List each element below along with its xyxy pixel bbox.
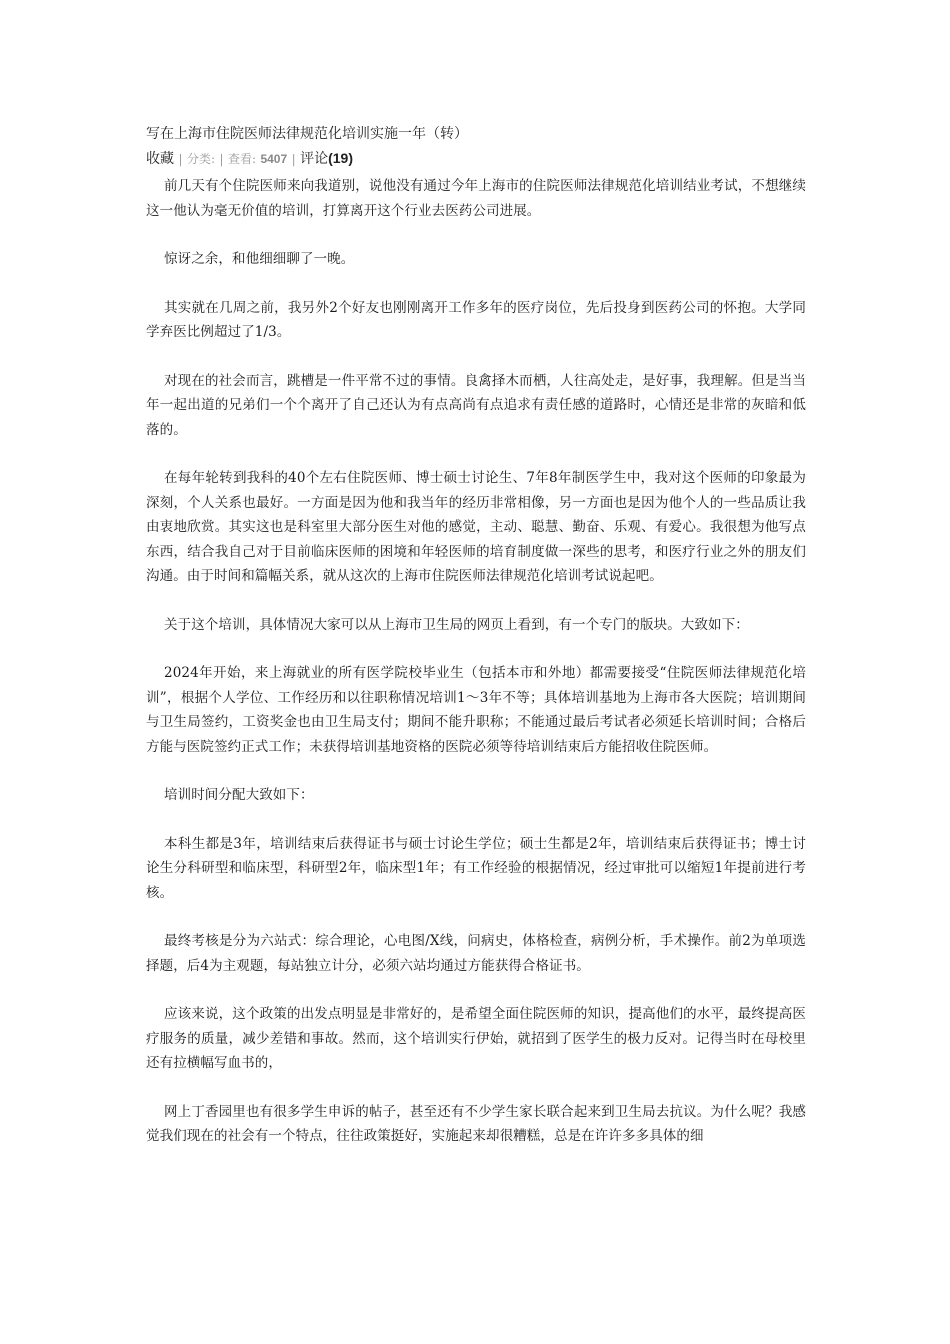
comments-label: 评论 [300,151,329,167]
paragraph: 网上丁香园里也有很多学生申诉的帖子，甚至还有不少学生家长联合起来到卫生局去抗议。为什么呢？我感觉我们现在的社会有一个特点，往往政策挺好，实施起来却很糟糕，总是在许许多多具体的细 [146,1103,806,1144]
paragraph: 2024年开始，来上海就业的所有医学院校毕业生（包括本市和外地）都需要接受“住院医师法律规范化培训”，根据个人学位、工作经历和以往职称情况培训1～3年不等；具体培训基地为上海市各大医院；培训期间与卫生局签约，工资奖金也由卫生局支付；期间不能升职称；不能通过最后考试者必须延长培训时间；合格后方能与医院签约正式工作；未获得培训基地资格的医院必须等待培训结束后方能招收住院医师。 [146,665,806,755]
meta-separator: | [178,152,183,166]
paragraph: 应该来说，这个政策的出发点明显是非常好的，是希望全面住院医师的知识，提高他们的水平，最终提高医疗服务的质量，减少差错和事故。然而，这个培训实行伊始，就招到了医学生的极力反对。记得当时在母校里还有拉横幅写血书的， [146,1006,806,1071]
article-body [146,174,806,1149]
paragraph: 本科生都是3年，培训结束后获得证书与硕士讨论生学位；硕士生都是2年，培训结束后获得证书；博士讨论生分科研型和临床型，科研型2年，临床型1年；有工作经验的根据情况，经过审批可以缩短1年提前进行考核。 [146,835,806,901]
paragraph: 关于这个培训，具体情况大家可以从上海市卫生局的网页上看到，有一个专门的版块。大致如下： [164,616,749,633]
article-title: 写在上海市住院医师法律规范化培训实施一年（转） [146,126,468,142]
paragraph: 在每年轮转到我科的40个左右住院医师、博士硕士讨论生、7年8年制医学生中，我对这个医师的印象最为深刻，个人关系也最好。一方面是因为他和我当年的经历非常相像，另一方面也是因为他个人的一些品质让我由衷地欣赏。其实这也是科室里大部分医生对他的感觉，主动、聪慧、勤奋、乐观、有爱心。我很想为他写点东西，结合我自己对于目前临床医师的困境和年轻医师的培育制度做一深些的思考，和医疗行业之外的朋友们沟通。由于时间和篇幅关系，就从这次的上海市住院医师法律规范化培训考试说起吧。 [146,470,806,584]
paragraph: 其实就在几周之前，我另外2个好友也刚刚离开工作多年的医疗岗位，先后投身到医药公司的怀抱。大学同学弃医比例超过了1/3。 [146,299,806,340]
comments-link[interactable] [300,151,353,167]
paragraph: 最终考核是分为六站式：综合理论，心电图/X线，问病史，体格检查，病例分析，手术操作。前2为单项选择题，后4为主观题，每站独立计分，必须六站均通过方能获得合格证书。 [146,933,806,974]
paragraph: 培训时间分配大致如下： [164,787,314,803]
views-count: 5407 [260,152,288,166]
meta-separator: | [291,152,296,166]
favorite-link[interactable]: 收藏 [146,151,174,167]
paragraph: 前几天有个住院医师来向我道别，说他没有通过今年上海市的住院医师法律规范化培训结业考试，不想继续这一他认为毫无价值的培训，打算离开这个行业去医药公司进展。 [146,178,806,219]
article [146,124,806,1173]
article-meta [146,148,806,169]
paragraph: 惊讶之余，和他细细聊了一晚。 [164,251,355,267]
views-label: 查看: [227,152,256,166]
meta-separator: | [219,152,224,166]
category-label[interactable]: 分类: [186,152,215,166]
comments-count: (19) [328,150,354,166]
paragraph: 对现在的社会而言，跳槽是一件平常不过的事情。良禽择木而栖，人往高处走，是好事，我理解。但是当当年一起出道的兄弟们一个个离开了自己还认为有点高尚有点追求有责任感的道路时，心情还是非常的灰暗和低落的。 [146,372,806,438]
